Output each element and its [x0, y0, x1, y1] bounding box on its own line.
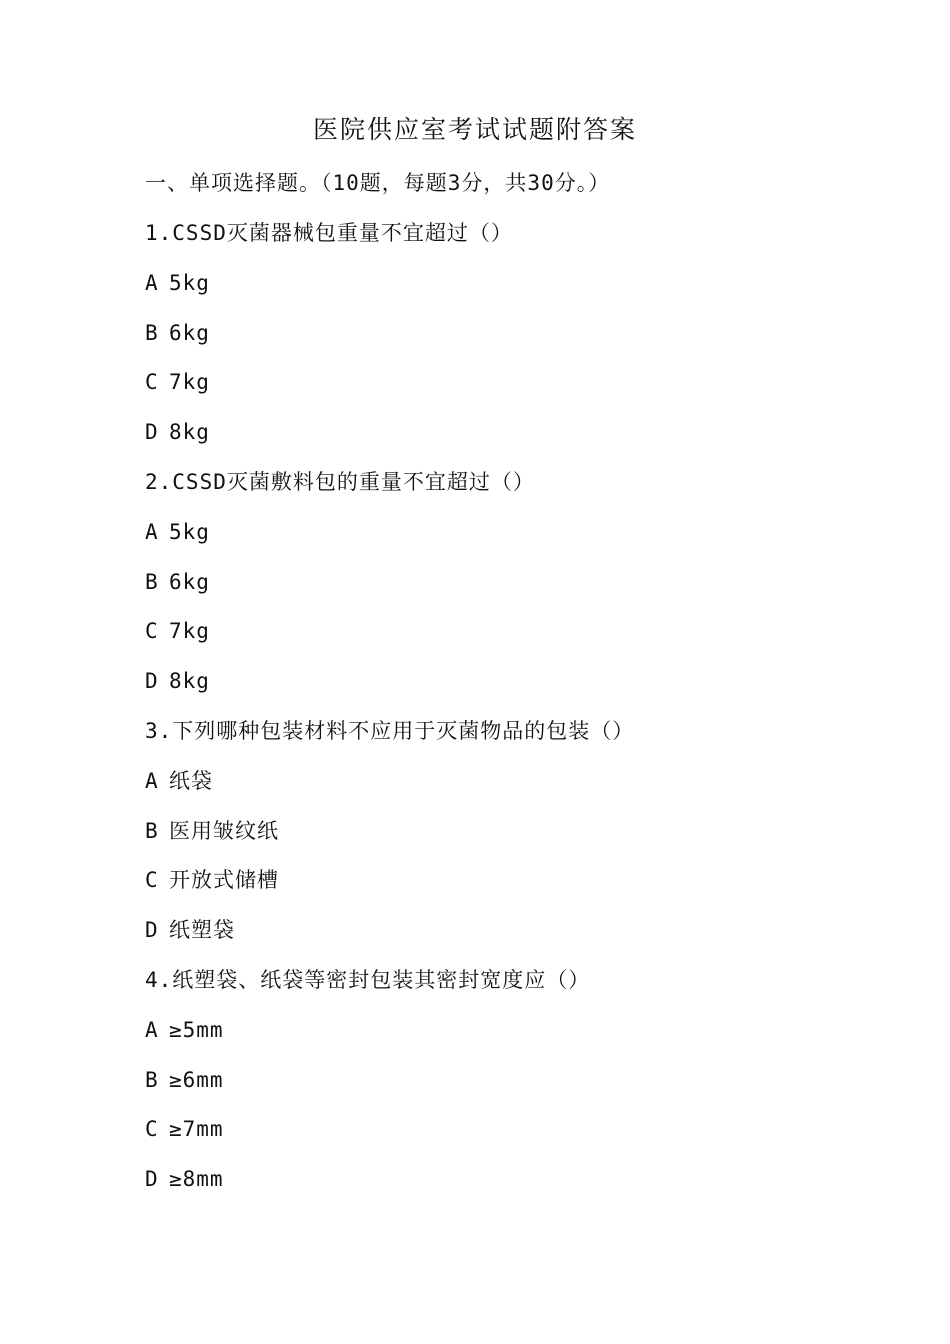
answer-option — [145, 1112, 845, 1162]
question-3 — [145, 714, 845, 963]
option-text: 6kg — [169, 320, 210, 345]
answer-option — [145, 913, 845, 963]
option-text: 5kg — [169, 270, 210, 295]
question-stem: 1.CSSD灭菌器械包重量不宜超过（） — [145, 221, 513, 245]
question-stem: 3.下列哪种包装材料不应用于灭菌物品的包装（） — [145, 718, 635, 743]
option-text: 医用皱纹纸 — [169, 818, 279, 843]
answer-option — [145, 266, 845, 316]
option-letter: A — [145, 519, 159, 544]
option-text: 5kg — [169, 519, 210, 544]
option-text: 8kg — [169, 669, 210, 694]
option-letter: B — [145, 1067, 159, 1092]
option-letter: D — [145, 420, 159, 445]
answer-option — [145, 863, 845, 913]
option-text: ≥5mm — [169, 1017, 224, 1042]
answer-option — [145, 614, 845, 664]
option-text: 7kg — [169, 370, 210, 395]
option-letter: B — [145, 818, 159, 843]
option-text: ≥6mm — [169, 1067, 224, 1092]
answer-option — [145, 814, 845, 864]
question-1 — [145, 216, 845, 465]
option-letter: A — [145, 270, 159, 295]
answer-option — [145, 1162, 845, 1212]
answer-option — [145, 664, 845, 714]
option-letter: B — [145, 569, 159, 594]
option-letter: D — [145, 669, 159, 694]
option-text: ≥7mm — [169, 1117, 224, 1142]
option-text: 纸塑袋 — [169, 918, 235, 943]
question-list — [145, 216, 845, 1212]
question-stem: 2.CSSD灭菌敷料包的重量不宜超过（） — [145, 469, 535, 494]
option-letter: B — [145, 320, 159, 345]
option-letter: C — [145, 868, 159, 893]
option-letter: D — [145, 1167, 159, 1192]
option-text: 开放式储槽 — [169, 868, 279, 893]
option-text: 纸袋 — [169, 768, 213, 793]
answer-option — [145, 764, 845, 814]
option-text: ≥8mm — [169, 1167, 224, 1192]
answer-option — [145, 415, 845, 465]
option-letter: C — [145, 619, 159, 644]
option-text: 7kg — [169, 619, 210, 644]
option-letter: A — [145, 1017, 159, 1042]
question-4 — [145, 963, 845, 1212]
document-title: 医院供应室考试试题附答案 — [312, 115, 637, 144]
option-letter: A — [145, 768, 159, 793]
answer-option — [145, 515, 845, 565]
option-text: 8kg — [169, 420, 210, 445]
question-stem: 4.纸塑袋、纸袋等密封包装其密封宽度应（） — [145, 967, 591, 992]
section-heading: 一、单项选择题。（10题，每题3分，共30分。） — [145, 171, 611, 195]
option-letter: C — [145, 1117, 159, 1142]
question-2 — [145, 465, 845, 714]
answer-option — [145, 365, 845, 415]
answer-option — [145, 565, 845, 615]
answer-option — [145, 1063, 845, 1113]
option-letter: D — [145, 918, 159, 943]
answer-option — [145, 316, 845, 366]
answer-option — [145, 1013, 845, 1063]
option-letter: C — [145, 370, 159, 395]
option-text: 6kg — [169, 569, 210, 594]
